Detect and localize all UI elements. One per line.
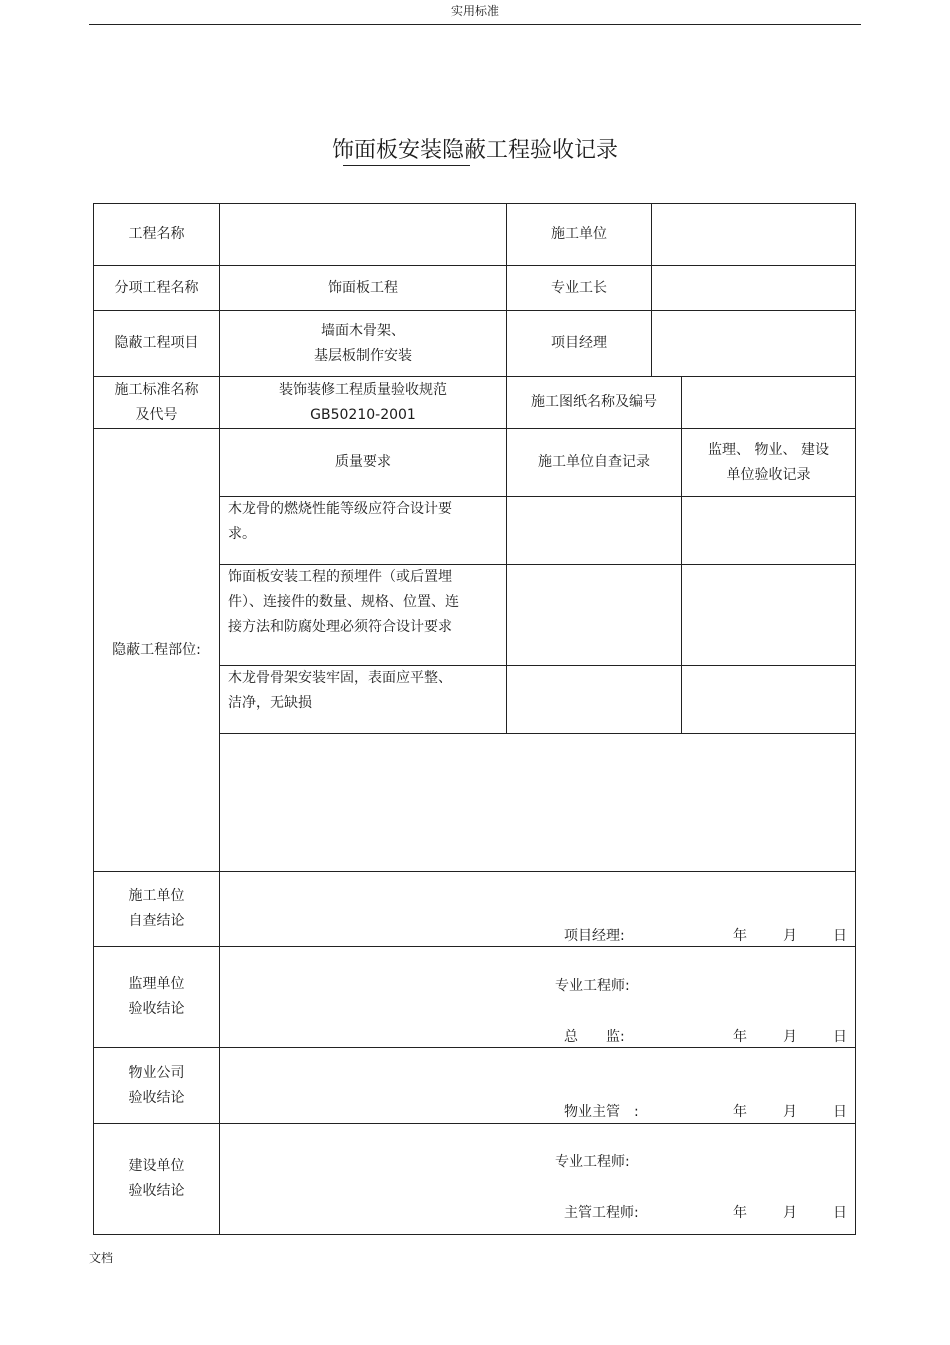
acceptance-field-2[interactable]: [682, 565, 855, 665]
date-day: 日: [833, 928, 847, 944]
date-year: 年: [733, 1104, 747, 1120]
page-footer: 文档: [89, 1251, 114, 1265]
conclusion-label-supervision: [94, 947, 219, 1047]
hidden-item-value: [220, 311, 506, 376]
signature-label: 项目经理:: [564, 928, 625, 944]
conclusion-label-line: 施工单位: [128, 888, 185, 904]
standard-name: 装饰装修工程质量验收规范: [279, 381, 447, 398]
hidden-item-label: 隐蔽工程项目: [114, 335, 199, 351]
self-check-field-1[interactable]: [507, 497, 681, 564]
construction-unit-field[interactable]: [652, 204, 855, 265]
col-supervision-line: 监理、 物业、 建设: [708, 441, 829, 458]
conclusion-label-line: 物业公司: [128, 1064, 185, 1081]
quality-item-line: 件）、连接件的数量、规格、位置、连: [228, 594, 459, 610]
conclusion-label-line: 建设单位: [128, 1158, 185, 1174]
conclusion-label-property: [94, 1048, 219, 1123]
self-check-field-3[interactable]: [507, 666, 681, 733]
quality-item-line: 求。: [228, 526, 256, 542]
col-quality-header: 质量要求: [335, 454, 391, 470]
quality-item-line: 接方法和防腐处理必须符合设计要求: [228, 619, 452, 635]
conclusion-label-construction: [94, 872, 219, 946]
date-day: 日: [833, 1205, 847, 1221]
date-day: 日: [833, 1104, 847, 1120]
conclusion-label-owner: [94, 1124, 219, 1234]
acceptance-field-3[interactable]: [682, 666, 855, 733]
project-name-label: 工程名称: [128, 226, 185, 242]
form-title-text: 饰面板安装隐蔽工程验收记录: [331, 138, 618, 163]
project-name-field[interactable]: [220, 204, 506, 265]
construction-unit-label: 施工单位: [551, 226, 607, 242]
page-header: 实用标准: [89, 0, 861, 25]
col-self-check-header: 施工单位自查记录: [538, 454, 650, 470]
date-day: 日: [833, 1029, 847, 1045]
drawing-field[interactable]: [682, 377, 855, 428]
sub-project-value: 饰面板工程: [328, 279, 398, 296]
project-manager-label: 项目经理: [551, 335, 607, 351]
standard-value: [220, 377, 506, 428]
quality-item-2: [220, 565, 506, 665]
conclusion-label-line: 验收结论: [128, 1001, 185, 1017]
acceptance-field-1[interactable]: [682, 497, 855, 564]
date-month: 月: [783, 928, 797, 944]
standard-label-line: 及代号: [135, 406, 178, 423]
conclusion-label-line: 验收结论: [128, 1089, 185, 1106]
conclusion-label-line: 验收结论: [128, 1183, 185, 1199]
sub-project-label: 分项工程名称: [114, 279, 199, 296]
blank-area[interactable]: [220, 734, 855, 871]
foreman-label: 专业工长: [551, 279, 607, 296]
date-year: 年: [733, 928, 747, 944]
standard-label: [94, 377, 219, 428]
signature-label: 专业工程师:: [555, 1154, 630, 1170]
conclusion-label-line: 自查结论: [128, 913, 185, 929]
standard-code: GB50210-2001: [310, 406, 416, 423]
quality-item-line: 洁净，无缺损: [228, 695, 312, 711]
quality-item-line: 饰面板安装工程的预埋件（或后置埋: [228, 569, 452, 585]
standard-label-line: 施工标准名称: [114, 381, 199, 398]
col-supervision-header: [682, 429, 855, 496]
foreman-field[interactable]: [652, 266, 855, 310]
hidden-item-line: 基层板制作安装: [314, 347, 412, 364]
quality-item-line: 木龙骨骨架安装牢固，表面应平整、: [228, 670, 452, 686]
date-month: 月: [783, 1029, 797, 1045]
hidden-item-line: 墙面木骨架、: [321, 322, 405, 339]
date-year: 年: [733, 1205, 747, 1221]
quality-item-3: [220, 666, 506, 733]
signature-label: 总 监:: [564, 1029, 625, 1045]
self-check-field-2[interactable]: [507, 565, 681, 665]
hidden-section-label: 隐蔽工程部位:: [112, 641, 201, 658]
signature-label: 主管工程师:: [564, 1205, 639, 1221]
date-month: 月: [783, 1205, 797, 1221]
project-manager-field[interactable]: [652, 311, 855, 376]
date-month: 月: [783, 1104, 797, 1120]
col-supervision-line: 单位验收记录: [726, 466, 811, 483]
signature-label: 专业工程师:: [555, 978, 630, 994]
table-border-bottom: [93, 1234, 856, 1235]
drawing-label: 施工图纸名称及编号: [531, 394, 657, 410]
date-year: 年: [733, 1029, 747, 1045]
conclusion-label-line: 监理单位: [128, 976, 185, 992]
table-border-right: [855, 203, 856, 1235]
quality-item-1: [220, 497, 506, 564]
quality-item-line: 木龙骨的燃烧性能等级应符合设计要: [228, 501, 452, 517]
signature-label: 物业主管 :: [564, 1104, 639, 1120]
